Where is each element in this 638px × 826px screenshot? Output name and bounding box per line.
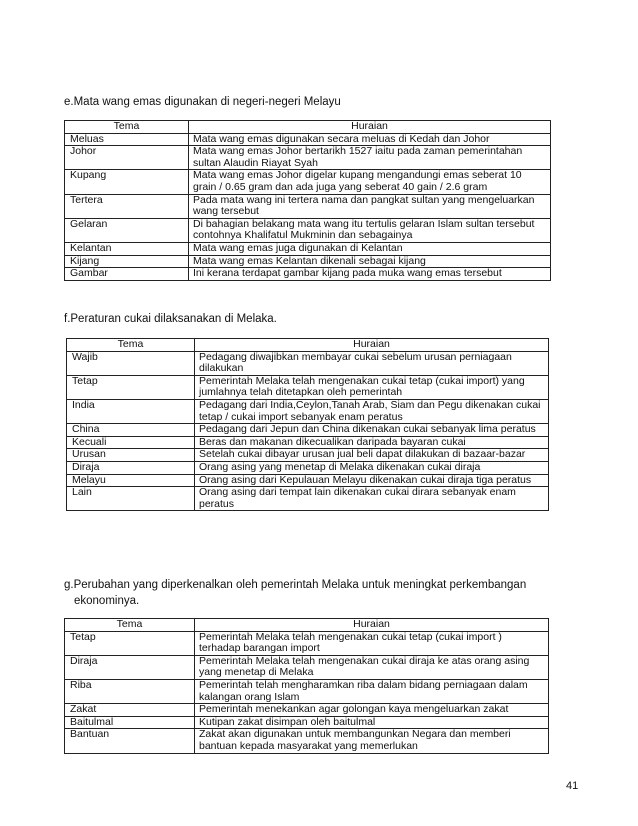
row-desc: Orang asing dari tempat lain dikenakan cukai dirara sebanyak enam peratus — [195, 487, 549, 511]
section-f-title: f.Peraturan cukai dilaksanakan di Melaka. — [64, 313, 277, 325]
row-term: Tertera — [65, 194, 189, 218]
row-desc: Beras dan makanan dikecualikan daripada bayaran cukai — [195, 436, 549, 449]
row-term: Gambar — [65, 268, 189, 281]
header-huraian: Huraian — [195, 619, 549, 632]
row-term: Kelantan — [65, 242, 189, 255]
row-term: Zakat — [65, 704, 195, 717]
row-term: India — [67, 399, 195, 423]
row-desc: Pedagang dari Jepun dan China dikenakan cukai sebanyak lima peratus — [195, 424, 549, 437]
row-desc: Zakat akan digunakan untuk membangunkan Negara dan memberi bantuan kepada masyarakat yang memerlukan — [195, 729, 549, 753]
section-g-title: g.Perubahan yang diperkenalkan oleh pemerintah Melaka untuk meningkat perkembangan — [64, 579, 527, 591]
row-term: Wajib — [67, 351, 195, 375]
row-term: Lain — [67, 487, 195, 511]
table-header-row — [67, 339, 549, 352]
table-row — [67, 436, 549, 449]
row-desc: Orang asing dari Kepulauan Melayu dikenakan cukai diraja tiga peratus — [195, 474, 549, 487]
table-e — [64, 120, 551, 281]
row-desc: Mata wang emas digunakan secara meluas di Kedah dan Johor — [189, 133, 551, 146]
table-row — [67, 461, 549, 474]
row-term: Tetap — [67, 375, 195, 399]
table-row — [67, 399, 549, 423]
row-term: Tetap — [65, 631, 195, 655]
table-f — [66, 338, 549, 511]
row-desc: Mata wang emas Johor bertarikh 1527 iaitu pada zaman pemerintahan sultan Alaudin Riayat Syah — [189, 146, 551, 170]
row-desc: Pemerintah telah mengharamkan riba dalam bidang perniagaan dalam kalangan orang Islam — [195, 679, 549, 703]
row-term: Meluas — [65, 133, 189, 146]
table-row — [65, 146, 551, 170]
table-g — [64, 618, 549, 754]
table-row — [67, 424, 549, 437]
table-row — [65, 268, 551, 281]
section-e-title: e.Mata wang emas digunakan di negeri-negeri Melayu — [64, 96, 341, 108]
row-desc: Kutipan zakat disimpan oleh baitulmal — [195, 716, 549, 729]
table-row — [65, 133, 551, 146]
table-row — [67, 375, 549, 399]
row-term: Baitulmal — [65, 716, 195, 729]
row-term: Diraja — [65, 655, 195, 679]
row-desc: Pada mata wang ini tertera nama dan pangkat sultan yang mengeluarkan wang tersebut — [189, 194, 551, 218]
table-header-row — [65, 121, 551, 134]
row-desc: Pemerintah menekankan agar golongan kaya mengeluarkan zakat — [195, 704, 549, 717]
table-row — [65, 255, 551, 268]
header-huraian: Huraian — [195, 339, 549, 352]
row-term: Riba — [65, 679, 195, 703]
row-desc: Pemerintah Melaka telah mengenakan cukai tetap (cukai import ) terhadap barangan import — [195, 631, 549, 655]
table-row — [65, 242, 551, 255]
table-row — [67, 474, 549, 487]
row-term: Kijang — [65, 255, 189, 268]
header-tema: Tema — [65, 619, 195, 632]
row-term: Johor — [65, 146, 189, 170]
row-desc: Pedagang dari India,Ceylon,Tanah Arab, Siam dan Pegu dikenakan cukai tetap / cukai import sebanyak enam peratus — [195, 399, 549, 423]
row-desc: Orang asing yang menetap di Melaka dikenakan cukai diraja — [195, 461, 549, 474]
section-g-title-line2: ekonominya. — [74, 595, 140, 607]
table-row — [67, 351, 549, 375]
row-desc: Pemerintah Melaka telah mengenakan cukai diraja ke atas orang asing yang menetap di Melaka — [195, 655, 549, 679]
row-term: China — [67, 424, 195, 437]
row-desc: Mata wang emas Johor digelar kupang mengandungi emas seberat 10 grain / 0.65 gram dan ada juga yang seberat 40 gain / 2.6 gram — [189, 170, 551, 194]
page-number: 41 — [566, 780, 579, 792]
table-row — [65, 631, 549, 655]
table-row — [65, 194, 551, 218]
table-row — [67, 449, 549, 462]
row-desc: Mata wang emas juga digunakan di Kelantan — [189, 242, 551, 255]
table-row — [65, 716, 549, 729]
table-row — [65, 170, 551, 194]
table-header-row — [65, 619, 549, 632]
row-term: Gelaran — [65, 218, 189, 242]
header-tema: Tema — [67, 339, 195, 352]
row-desc: Ini kerana terdapat gambar kijang pada muka wang emas tersebut — [189, 268, 551, 281]
row-desc: Pedagang diwajibkan membayar cukai sebelum urusan perniagaan dilakukan — [195, 351, 549, 375]
table-row — [65, 729, 549, 753]
row-term: Melayu — [67, 474, 195, 487]
header-tema: Tema — [65, 121, 189, 134]
row-term: Bantuan — [65, 729, 195, 753]
table-row — [65, 704, 549, 717]
table-row — [65, 679, 549, 703]
row-desc: Di bahagian belakang mata wang itu tertulis gelaran Islam sultan tersebut contohnya Khalifatul Mukminin dan sebagainya — [189, 218, 551, 242]
table-row — [65, 655, 549, 679]
row-term: Urusan — [67, 449, 195, 462]
row-term: Kecuali — [67, 436, 195, 449]
row-desc: Setelah cukai dibayar urusan jual beli dapat dilakukan di bazaar-bazar — [195, 449, 549, 462]
table-row — [65, 218, 551, 242]
header-huraian: Huraian — [189, 121, 551, 134]
row-term: Kupang — [65, 170, 189, 194]
row-desc: Mata wang emas Kelantan dikenali sebagai kijang — [189, 255, 551, 268]
row-term: Diraja — [67, 461, 195, 474]
row-desc: Pemerintah Melaka telah mengenakan cukai tetap (cukai import) yang jumlahnya telah ditetapkan oleh pemerintah — [195, 375, 549, 399]
table-row — [67, 487, 549, 511]
